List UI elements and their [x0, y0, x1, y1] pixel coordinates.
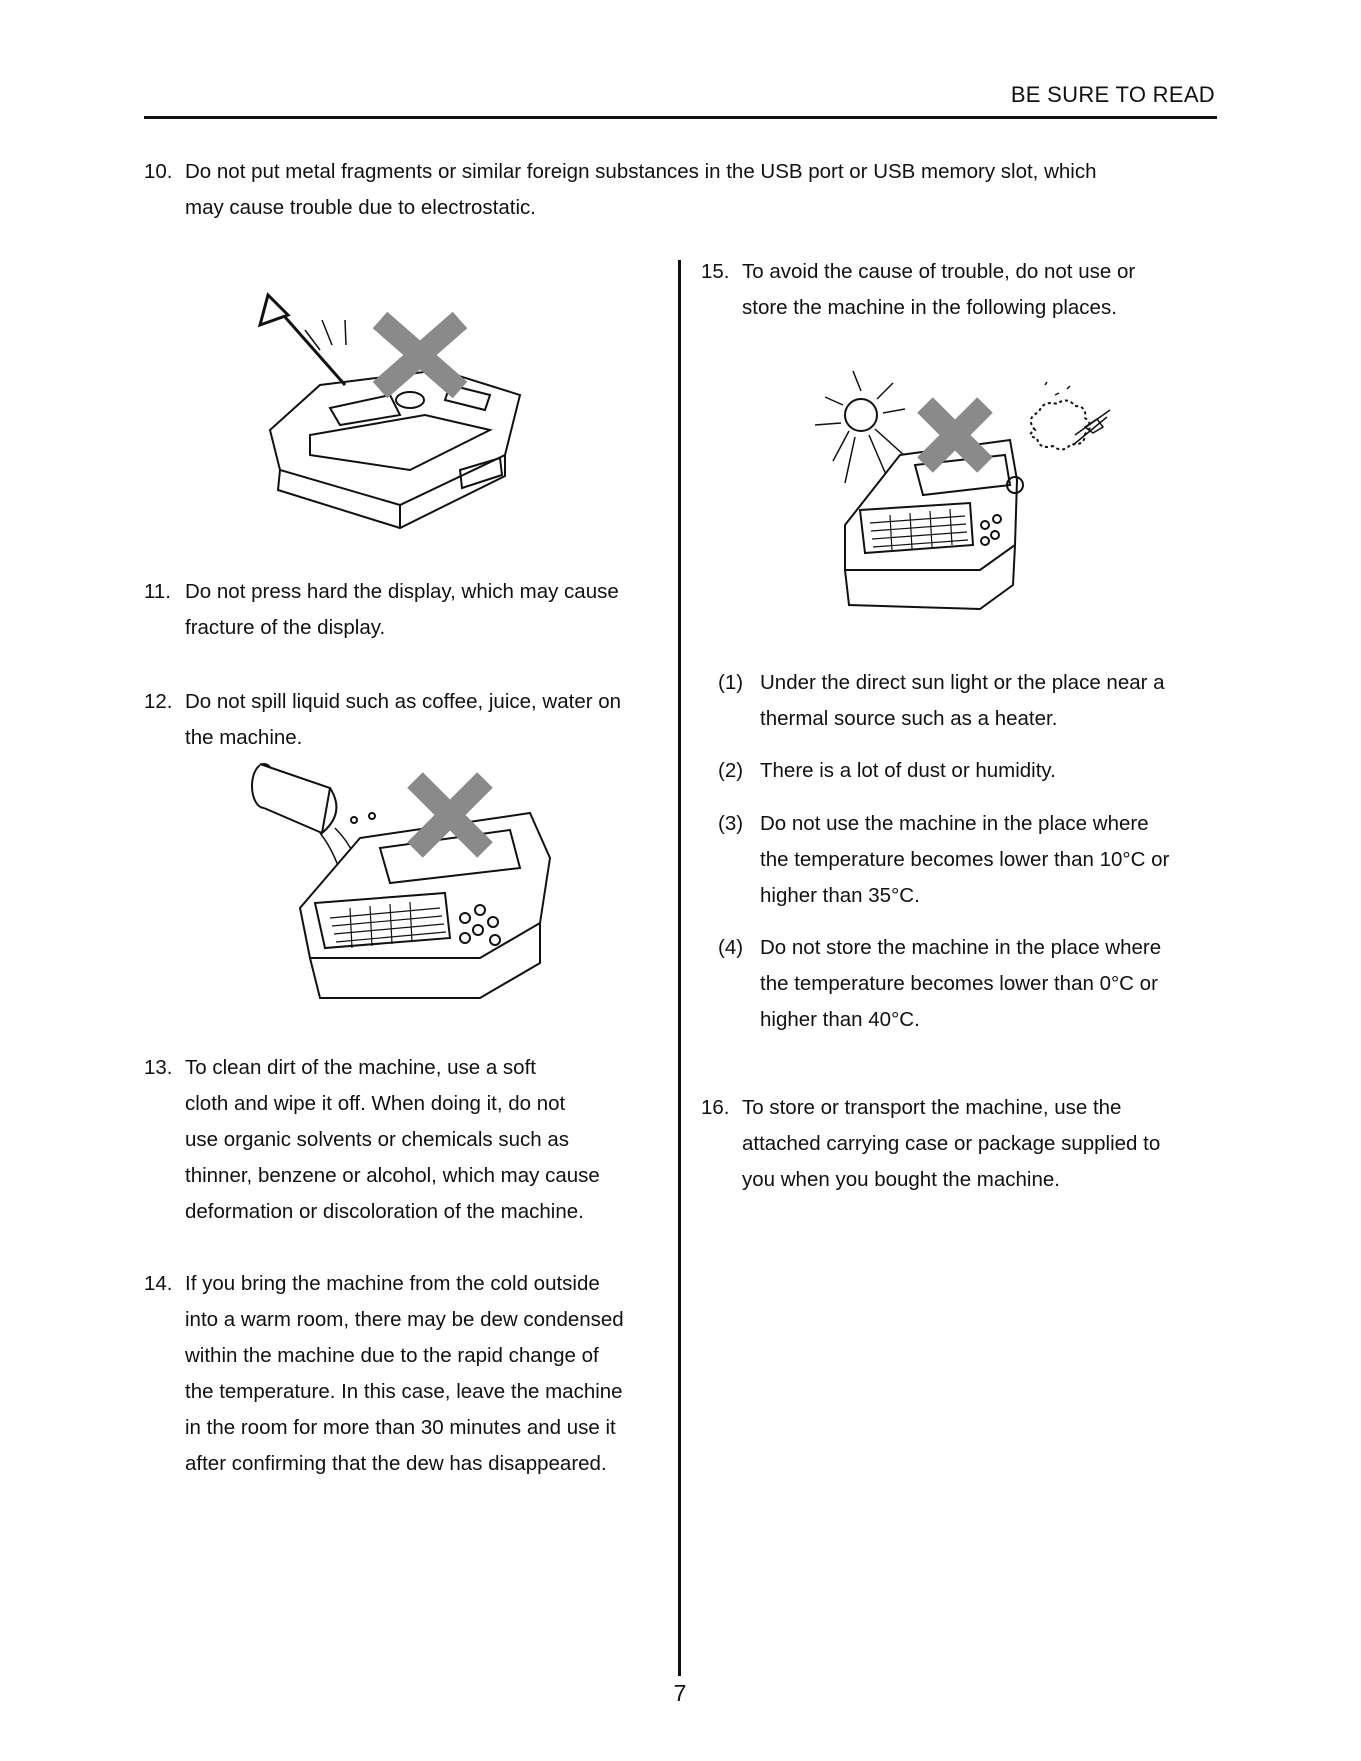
subitem-text-line: Under the direct sun light or the place near a	[760, 671, 1165, 694]
item-text-line: after confirming that the dew has disappeared.	[185, 1452, 607, 1475]
item-text-line: within the machine due to the rapid change of	[185, 1344, 599, 1367]
item-text-line: deformation or discoloration of the machine.	[185, 1200, 584, 1223]
subitem-text-line: the temperature becomes lower than 10°C or	[760, 848, 1170, 871]
subitem-number: (4)	[718, 936, 744, 959]
item-text-line: in the room for more than 30 minutes and use it	[185, 1416, 616, 1439]
item-number: 13.	[144, 1056, 173, 1079]
instruction-10	[144, 154, 1096, 226]
header-title: BE SURE TO READ	[1010, 82, 1215, 107]
item-text-line: To clean dirt of the machine, use a soft	[185, 1056, 536, 1079]
item-text-line: If you bring the machine from the cold outside	[185, 1272, 600, 1295]
item-text-line: attached carrying case or package supplied to	[742, 1132, 1161, 1155]
subitem-number: (2)	[718, 759, 744, 782]
item-number: 10.	[144, 160, 173, 183]
storage-places-prohibited-illustration	[805, 365, 1125, 615]
instruction-11	[144, 574, 619, 646]
liquid-spill-prohibited-illustration	[250, 758, 560, 1003]
item-text-line: may cause trouble due to electrostatic.	[185, 196, 536, 219]
storage-condition-4	[718, 930, 1161, 1038]
item-text-line: use organic solvents or chemicals such as	[185, 1128, 569, 1151]
instruction-12	[144, 684, 621, 756]
item-text-line: cloth and wipe it off. When doing it, do not	[185, 1092, 566, 1115]
header-rule	[144, 116, 1217, 119]
item-number: 12.	[144, 690, 173, 713]
instruction-13	[144, 1050, 600, 1230]
subitem-text-line: higher than 40°C.	[760, 1008, 920, 1031]
item-text-line: thinner, benzene or alcohol, which may cause	[185, 1164, 600, 1187]
storage-condition-3	[718, 806, 1169, 914]
subitem-text-line: There is a lot of dust or humidity.	[760, 759, 1056, 782]
item-text-line: Do not put metal fragments or similar foreign substances in the USB port or USB memory slot, which	[185, 160, 1097, 183]
item-number: 14.	[144, 1272, 173, 1295]
item-text-line: Do not press hard the display, which may cause	[185, 580, 619, 603]
storage-condition-2	[718, 753, 1056, 789]
item-text-line: the machine.	[185, 726, 303, 749]
subitem-text-line: the temperature becomes lower than 0°C or	[760, 972, 1158, 995]
item-text-line: the temperature. In this case, leave the machine	[185, 1380, 623, 1403]
page-number: 7	[673, 1680, 687, 1706]
item-text-line: you when you bought the machine.	[742, 1168, 1060, 1191]
subitem-number: (3)	[718, 812, 744, 835]
instruction-14	[144, 1266, 624, 1482]
item-text-line: To store or transport the machine, use the	[742, 1096, 1122, 1119]
item-text-line: Do not spill liquid such as coffee, juice, water on	[185, 690, 622, 713]
subitem-text-line: Do not use the machine in the place where	[760, 812, 1149, 835]
item-text-line: into a warm room, there may be dew condensed	[185, 1308, 624, 1331]
instruction-15	[701, 254, 1135, 326]
subitem-text-line: thermal source such as a heater.	[760, 707, 1058, 730]
item-text-line: store the machine in the following places.	[742, 296, 1117, 319]
storage-condition-1	[718, 665, 1165, 737]
item-number: 11.	[144, 580, 171, 603]
item-number: 16.	[701, 1096, 730, 1119]
subitem-text-line: Do not store the machine in the place where	[760, 936, 1162, 959]
subitem-text-line: higher than 35°C.	[760, 884, 920, 907]
item-text-line: fracture of the display.	[185, 616, 386, 639]
item-text-line: To avoid the cause of trouble, do not use or	[742, 260, 1136, 283]
sun-icon	[845, 399, 877, 431]
usb-slot-prohibited-illustration	[250, 290, 550, 530]
item-number: 15.	[701, 260, 730, 283]
column-divider	[678, 260, 681, 1676]
instruction-16	[701, 1090, 1160, 1198]
subitem-number: (1)	[718, 671, 744, 694]
